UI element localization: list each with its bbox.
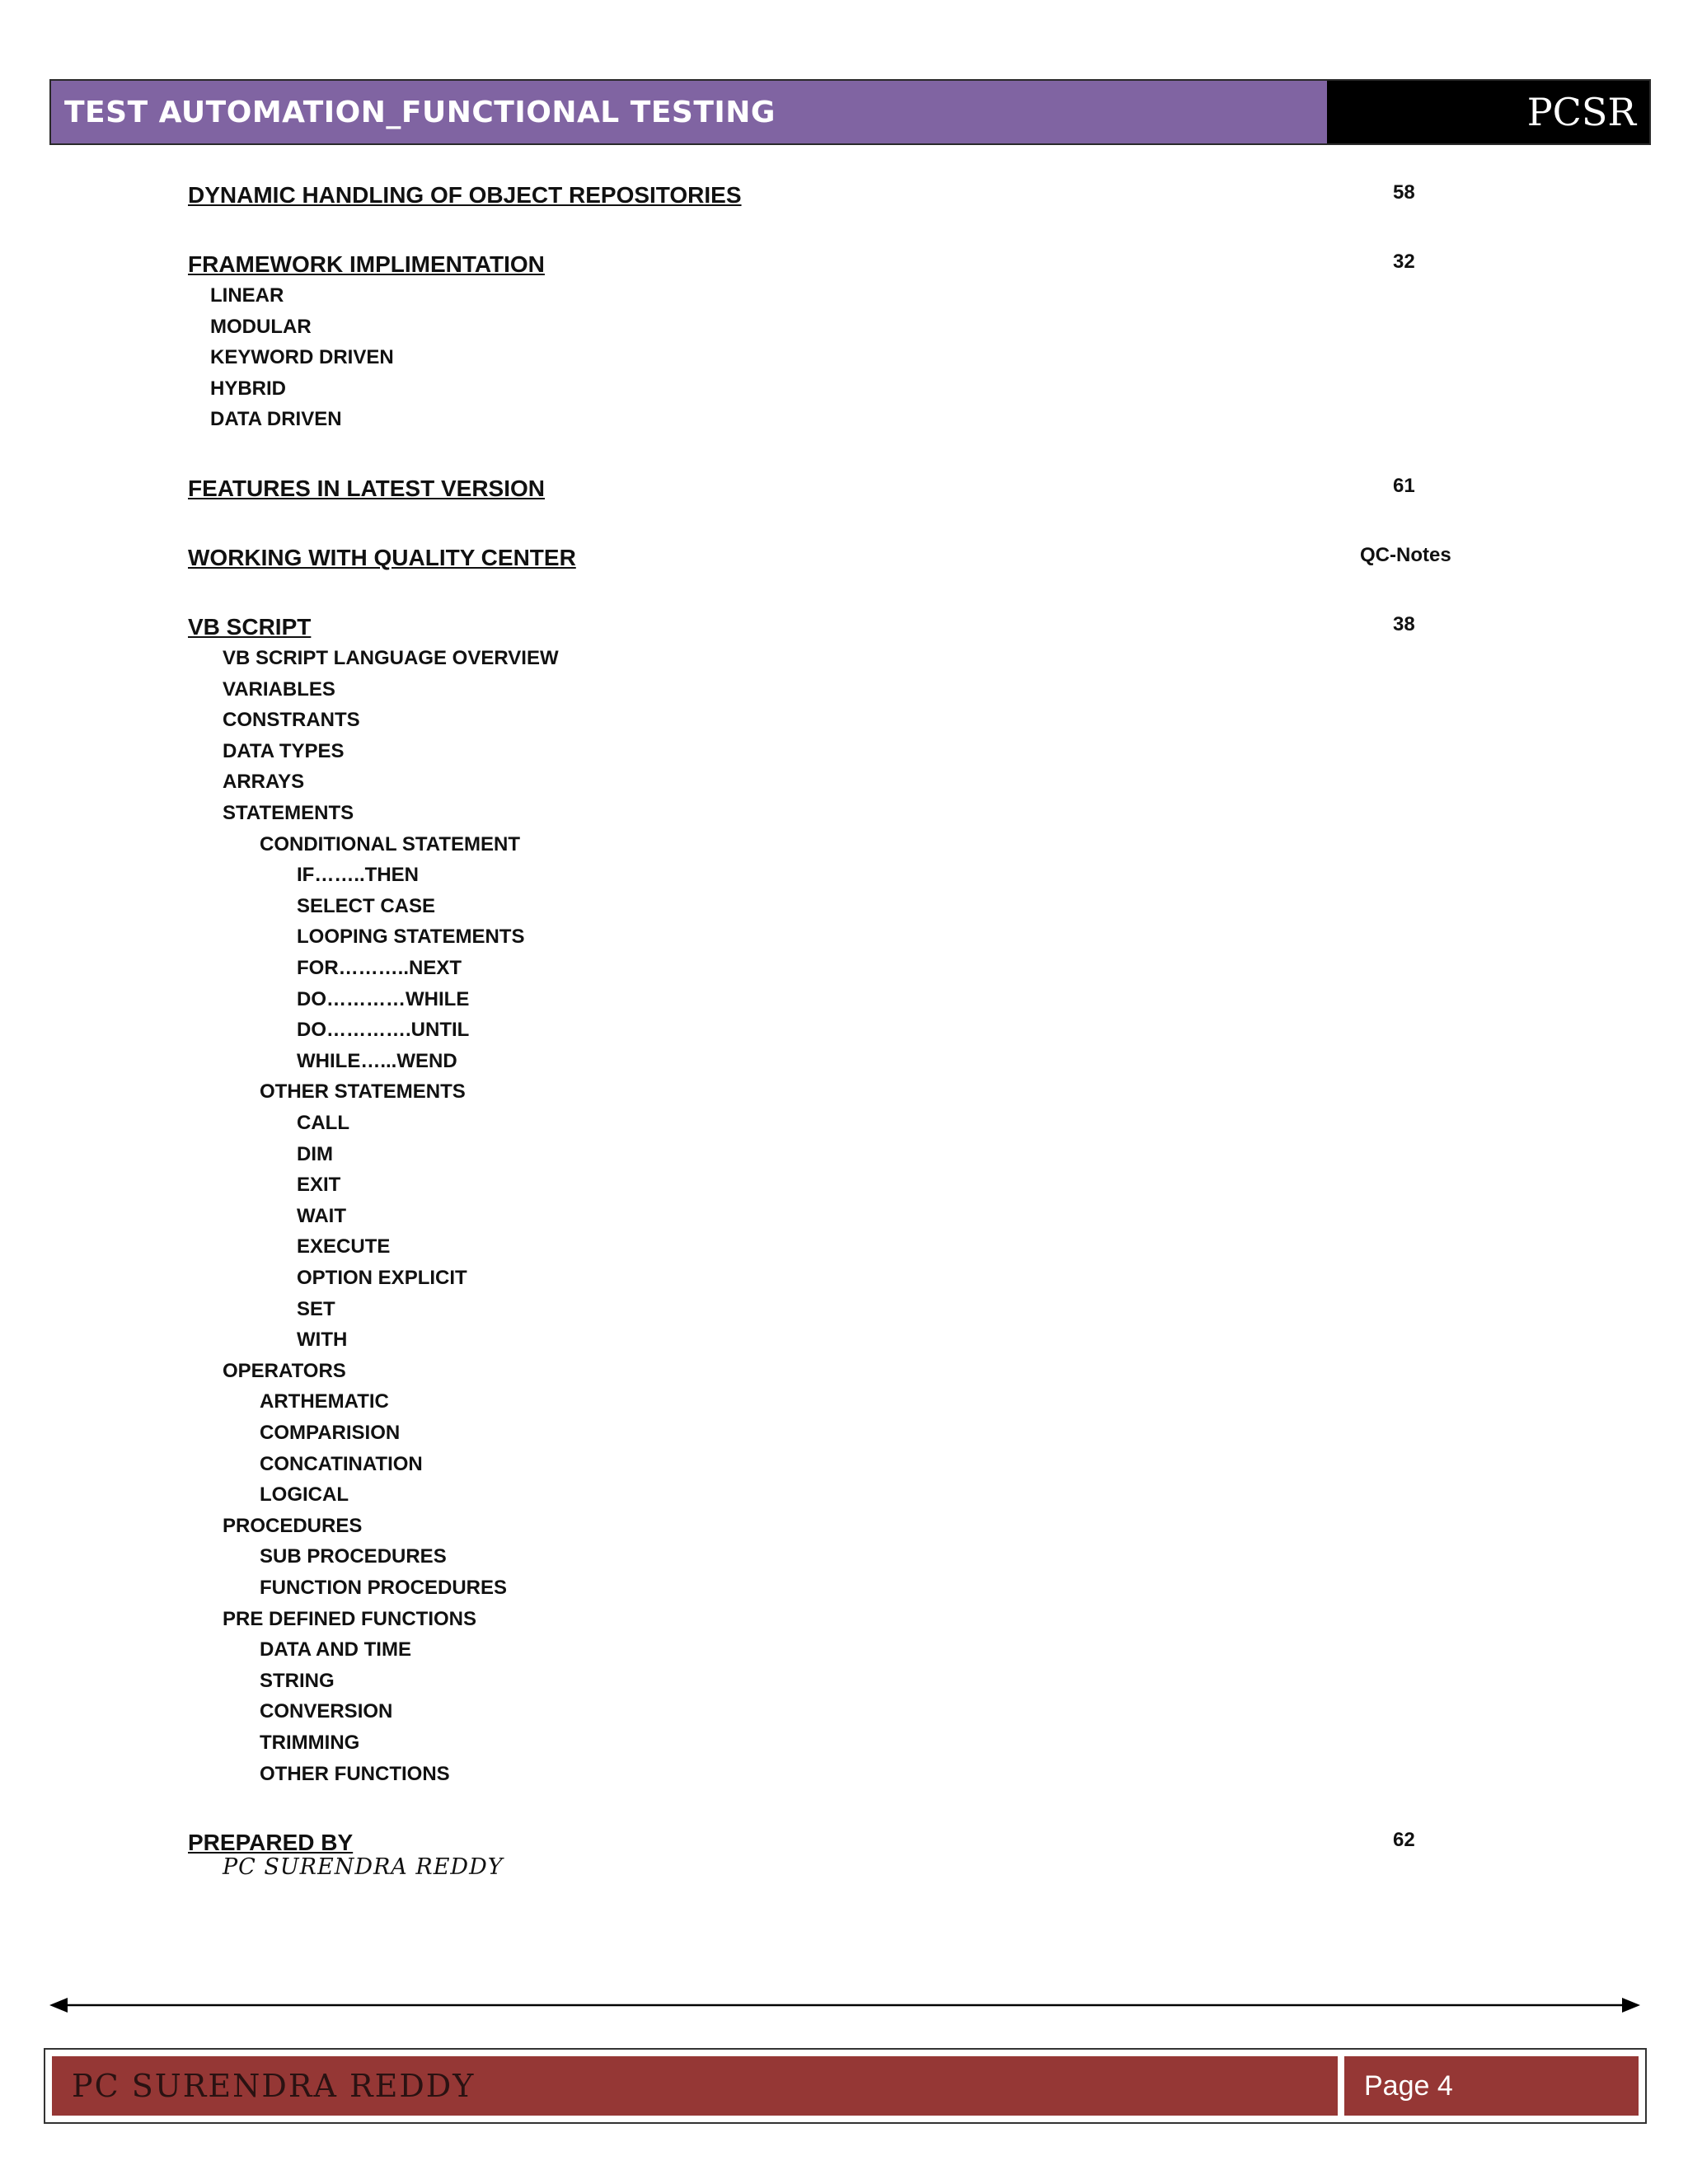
toc-item: WITH xyxy=(297,1329,348,1352)
toc-item: FUNCTION PROCEDURES xyxy=(260,1577,508,1599)
page-number: Page 4 xyxy=(1364,2069,1453,2102)
toc-item: CONDITIONAL STATEMENT xyxy=(260,832,520,855)
toc-item: DATA DRIVEN xyxy=(210,408,342,431)
toc-item: DO………….UNTIL xyxy=(297,1019,470,1042)
toc-item: WAIT xyxy=(297,1204,346,1227)
footer-author-bar xyxy=(52,2056,1338,2116)
toc-item: WHILE…...WEND xyxy=(297,1049,457,1072)
toc-item: HYBRID xyxy=(210,377,287,400)
toc-item: MODULAR xyxy=(210,315,312,338)
toc-item: IF……..THEN xyxy=(297,864,419,887)
header-brand: PCSR xyxy=(1526,90,1636,134)
toc-item: FOR………..NEXT xyxy=(297,957,462,979)
toc-page-number: 32 xyxy=(1393,251,1415,273)
toc-page-number: 38 xyxy=(1393,613,1415,635)
toc-page-number: QC-Notes xyxy=(1360,544,1451,566)
toc-item: LOOPING STATEMENTS xyxy=(297,926,525,949)
toc-item: COMPARISION xyxy=(260,1422,401,1444)
toc-page-number: 58 xyxy=(1393,181,1415,204)
toc-item: STRING xyxy=(260,1669,335,1692)
toc-item: ARRAYS xyxy=(223,771,305,794)
toc-item: KEYWORD DRIVEN xyxy=(210,346,394,369)
toc-item: CALL xyxy=(297,1112,349,1134)
toc-item: OTHER FUNCTIONS xyxy=(260,1762,450,1785)
toc-item: PROCEDURES xyxy=(223,1514,363,1537)
double-arrow-divider xyxy=(49,1993,1640,2018)
toc-item: TRIMMING xyxy=(260,1732,360,1754)
toc-item: LOGICAL xyxy=(260,1483,349,1507)
toc-page-number: 62 xyxy=(1393,1829,1415,1852)
toc-item: SUB PROCEDURES xyxy=(260,1545,447,1568)
toc-heading: VB SCRIPT xyxy=(188,614,312,640)
toc-item: VARIABLES xyxy=(223,677,335,701)
toc-item: DIM xyxy=(297,1142,333,1165)
toc-item: OPERATORS xyxy=(223,1359,346,1382)
toc-item: OPTION EXPLICIT xyxy=(297,1267,467,1289)
toc-heading: DYNAMIC HANDLING OF OBJECT REPOSITORIES xyxy=(188,182,742,208)
toc-heading: PREPARED BY xyxy=(188,1830,354,1856)
toc-item: DATA TYPES xyxy=(223,739,345,762)
page-footer xyxy=(44,2048,1647,2124)
header-title: TEST AUTOMATION_FUNCTIONAL TESTING xyxy=(64,95,776,129)
author-signature: PC SURENDRA REDDY xyxy=(223,1854,504,1880)
toc-item: DO…………WHILE xyxy=(297,987,470,1010)
toc-item: CONVERSION xyxy=(260,1700,393,1723)
toc-item: EXECUTE xyxy=(297,1235,391,1258)
toc-item: VB SCRIPT LANGUAGE OVERVIEW xyxy=(223,647,559,669)
toc-heading: FRAMEWORK IMPLIMENTATION xyxy=(188,251,545,277)
toc-item: OTHER STATEMENTS xyxy=(260,1080,466,1104)
toc-item: LINEAR xyxy=(210,284,284,307)
toc-item: STATEMENTS xyxy=(223,802,354,824)
toc-page-number: 61 xyxy=(1393,475,1415,497)
toc-heading: FEATURES IN LATEST VERSION xyxy=(188,476,545,501)
toc-item: DATA AND TIME xyxy=(260,1638,411,1661)
toc-item: PRE DEFINED FUNCTIONS xyxy=(223,1607,477,1630)
toc-item: CONSTRANTS xyxy=(223,709,360,732)
toc-item: SELECT CASE xyxy=(297,894,436,917)
toc-item: EXIT xyxy=(297,1174,341,1197)
footer-page-bar xyxy=(1344,2056,1639,2116)
toc-item: CONCATINATION xyxy=(260,1452,423,1475)
toc-item: SET xyxy=(297,1297,335,1320)
toc-item: ARTHEMATIC xyxy=(260,1390,389,1413)
footer-author: PC SURENDRA REDDY xyxy=(72,2068,476,2104)
toc-heading: WORKING WITH QUALITY CENTER xyxy=(188,545,576,570)
